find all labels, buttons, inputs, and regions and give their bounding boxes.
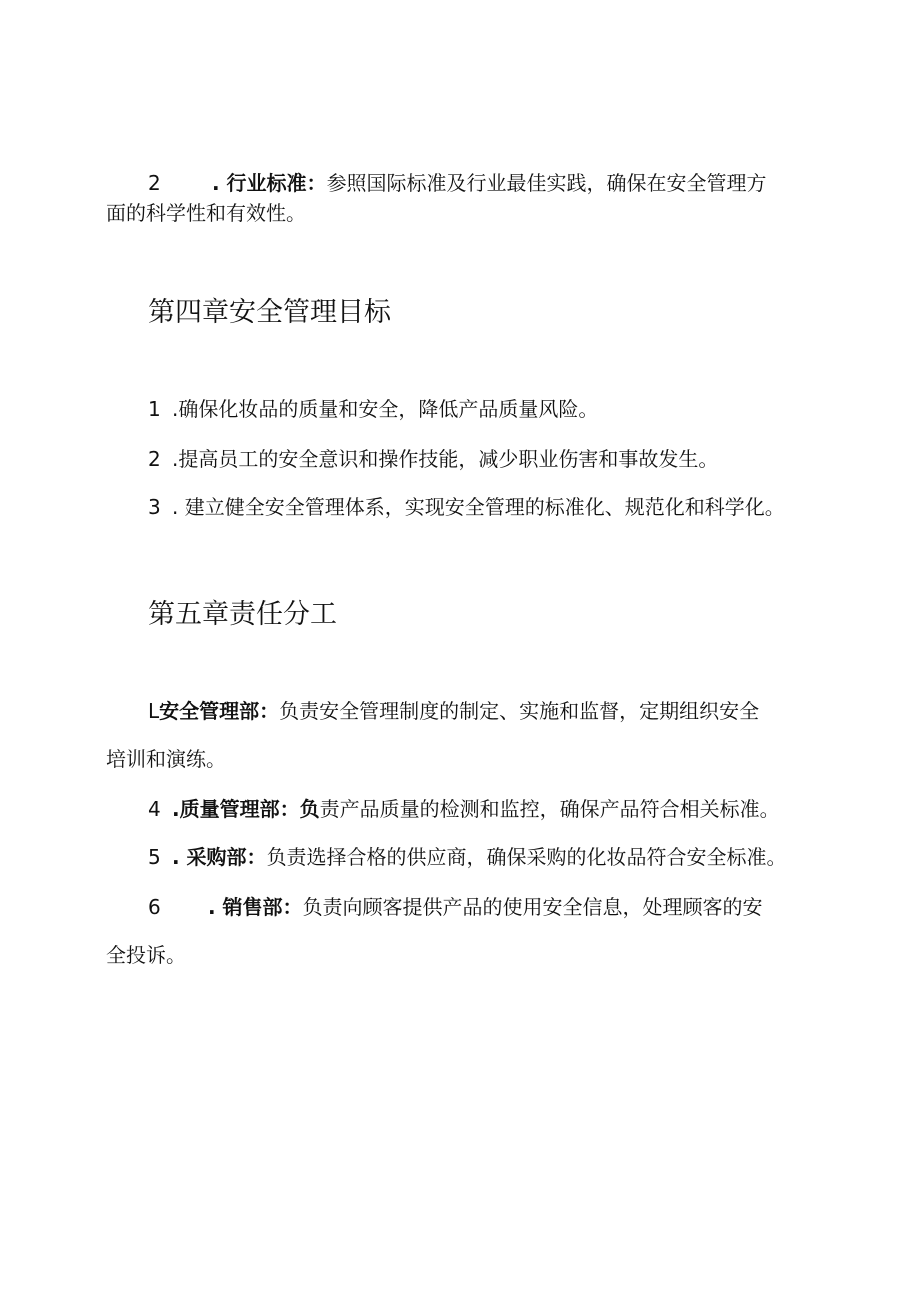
duty-item-4 [148, 796, 780, 822]
paragraph-item-2-line1 [148, 170, 767, 196]
item-text: 负责向顾客提供产品的使用安全信息，处理顾客的安 [302, 895, 763, 919]
duty-item-1-line2 [106, 746, 226, 772]
item-label: 安全管理部： [159, 699, 280, 723]
item-label: . 采购部： [172, 845, 267, 869]
chapter-4-title: 第四章安全管理目标 [148, 297, 391, 328]
item-text: 责产品质量的检测和监控，确保产品符合相关标准。 [319, 797, 780, 821]
item-number: 5 [148, 845, 161, 869]
goal-item-3 [148, 494, 785, 520]
item-text: 负责选择合格的供应商，确保采购的化妆品符合安全标准。 [266, 845, 787, 869]
item-text-continued: 全投诉。 [106, 943, 186, 967]
item-number: 2 [148, 447, 161, 471]
item-text: . 建立健全安全管理体系，实现安全管理的标准化、规范化和科学化。 [172, 495, 785, 519]
duty-item-6-line1 [148, 894, 763, 920]
item-text: 参照国际标准及行业最佳实践，确保在安全管理方 [326, 171, 767, 195]
duty-item-5 [148, 844, 787, 870]
item-number: 1 [148, 397, 161, 421]
item-text: 负责安全管理制度的制定、实施和监督，定期组织安全 [279, 699, 760, 723]
item-number: L [148, 699, 160, 723]
item-text: .提高员工的安全意识和操作技能，减少职业伤害和事故发生。 [172, 447, 719, 471]
goal-item-2 [148, 446, 718, 472]
chapter-5-title: 第五章责任分工 [148, 599, 337, 630]
item-text-continued: 培训和演练。 [106, 747, 226, 771]
paragraph-item-2-line2 [106, 200, 306, 226]
item-text: .确保化妆品的质量和安全，降低产品质量风险。 [172, 397, 599, 421]
duty-item-6-line2 [106, 942, 186, 968]
item-label: . 行业标准： [212, 171, 327, 195]
item-number: 2 [148, 171, 161, 195]
item-label: . 销售部： [208, 895, 303, 919]
goal-item-1 [148, 396, 598, 422]
item-text-continued: 面的科学性和有效性。 [106, 201, 306, 225]
item-number: 4 [148, 797, 161, 821]
duty-item-1-line1 [148, 698, 759, 724]
item-label: .质量管理部：负 [172, 797, 320, 821]
item-number: 6 [148, 895, 161, 919]
item-number: 3 [148, 495, 161, 519]
